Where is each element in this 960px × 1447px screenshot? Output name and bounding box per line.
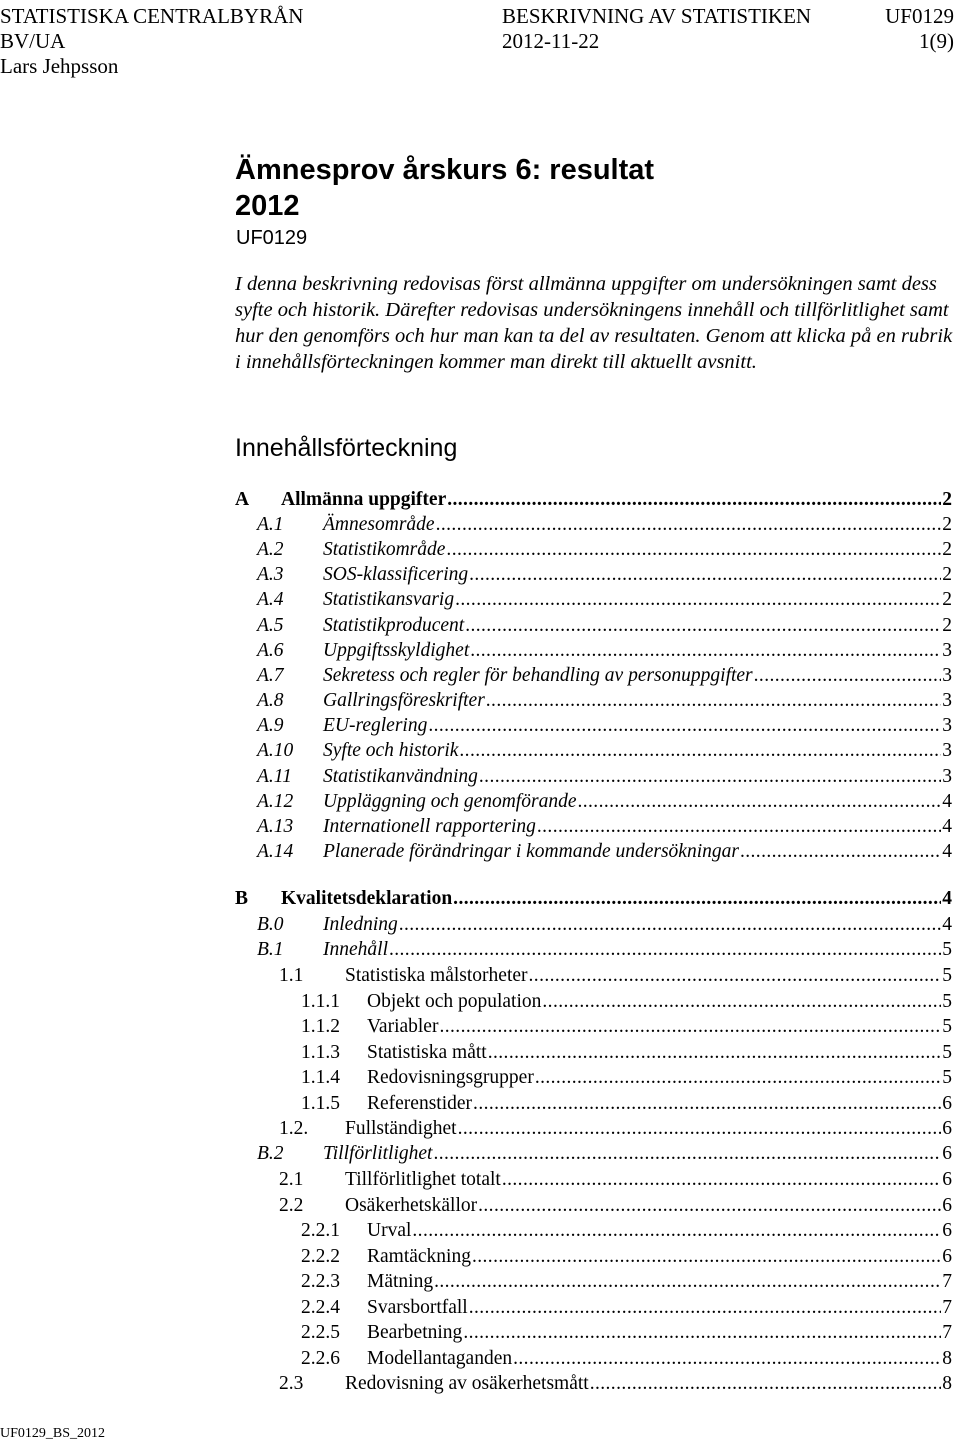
toc-entry-number: B.2 — [257, 1143, 284, 1164]
header-org: STATISTISKA CENTRALBYRÅN — [0, 4, 304, 28]
dot-leader — [542, 990, 941, 1014]
dot-leader — [469, 563, 941, 587]
toc-entry-label: Mätning — [367, 1271, 434, 1292]
dot-leader — [502, 1168, 941, 1192]
toc-entry-number: 2.3 — [279, 1373, 304, 1394]
toc-entry-number: 2.2.3 — [301, 1271, 340, 1292]
toc-entry-page: 7 — [942, 1271, 952, 1292]
dot-leader — [590, 1372, 942, 1396]
toc-entry-number: 1.1.1 — [301, 991, 340, 1012]
toc-entry-label: Statistiska mått — [367, 1042, 487, 1063]
toc-entry-number: 1.1.4 — [301, 1067, 340, 1088]
dot-leader — [535, 1066, 941, 1090]
toc-entry[interactable] — [257, 1142, 952, 1166]
toc-entry-page: 2 — [942, 589, 952, 610]
toc-entry[interactable] — [257, 664, 952, 688]
toc-entry-label: Uppgiftsskyldighet — [323, 640, 470, 661]
toc-entry-page: 5 — [942, 1067, 952, 1088]
toc-entry-number: 2.2.4 — [301, 1297, 340, 1318]
dot-leader — [470, 639, 941, 663]
toc-entry-label: Uppläggning och genomförande — [323, 791, 577, 812]
statistics-code: UF0129 — [236, 227, 308, 249]
dot-leader — [488, 1041, 942, 1065]
dot-leader — [754, 664, 942, 688]
toc-entry[interactable] — [301, 1092, 952, 1116]
toc-entry-page: 6 — [942, 1169, 952, 1190]
toc-entry-label: Allmänna uppgifter — [281, 489, 447, 510]
toc-entry[interactable] — [301, 1270, 952, 1294]
dot-leader — [428, 714, 941, 738]
toc-entry[interactable] — [279, 1117, 952, 1141]
toc-entry-page: 2 — [942, 615, 952, 636]
header-unit: BV/UA — [0, 29, 66, 53]
dot-leader — [479, 765, 941, 789]
toc-entry-label: Redovisning av osäkerhetsmått — [345, 1373, 589, 1394]
toc-entry-number: A.7 — [257, 665, 284, 686]
dot-leader — [455, 588, 941, 612]
dot-leader — [478, 1194, 941, 1218]
toc-entry-page: 7 — [942, 1297, 952, 1318]
toc-entry-label: Statistiska målstorheter — [345, 965, 528, 986]
dot-leader — [465, 614, 941, 638]
toc-entry[interactable] — [301, 1219, 952, 1243]
toc-entry-page: 3 — [942, 690, 952, 711]
toc-entry-number: A.6 — [257, 640, 284, 661]
toc-entry-label: Innehåll — [323, 939, 388, 960]
toc-entry-page: 4 — [942, 914, 952, 935]
toc-entry-label: Redovisningsgrupper — [367, 1067, 534, 1088]
toc-entry[interactable] — [235, 488, 952, 512]
toc-entry-number: B — [235, 888, 249, 909]
toc-entry-label: Syfte och historik — [323, 740, 459, 761]
dot-leader — [472, 1245, 941, 1269]
footer-file-code: UF0129_BS_2012 — [0, 1426, 106, 1441]
toc-entry-page: 6 — [942, 1246, 952, 1267]
toc-entry-page: 4 — [942, 841, 952, 862]
toc-entry-page: 8 — [942, 1373, 952, 1394]
page-title-year: 2012 — [235, 190, 300, 222]
header-page-count: 1(9) — [919, 29, 954, 53]
toc-entry[interactable] — [257, 689, 952, 713]
header-date: 2012-11-22 — [502, 29, 600, 53]
toc-entry-label: Svarsbortfall — [367, 1297, 468, 1318]
dot-leader — [447, 488, 941, 512]
toc-entry[interactable] — [301, 1245, 952, 1269]
toc-entry[interactable] — [257, 790, 952, 814]
dot-leader — [458, 1117, 942, 1141]
dot-leader — [446, 538, 941, 562]
toc-entry[interactable] — [235, 887, 952, 911]
toc-entry-label: Urval — [367, 1220, 412, 1241]
toc-entry-page: 5 — [942, 939, 952, 960]
toc-entry-label: Referenstider — [367, 1093, 473, 1114]
toc-entry-label: Planerade förändringar i kommande undersökningar — [323, 841, 739, 862]
toc-entry-number: A.12 — [257, 791, 294, 812]
toc-entry[interactable] — [257, 513, 952, 537]
toc-entry-number: 1.1.5 — [301, 1093, 340, 1114]
toc-entry[interactable] — [257, 588, 952, 612]
toc-entry-page: 5 — [942, 991, 952, 1012]
dot-leader — [453, 887, 941, 911]
toc-entry-label: Sekretess och regler för behandling av personuppgifter — [323, 665, 753, 686]
toc-entry-label: Osäkerhetskällor — [345, 1195, 478, 1216]
toc-entry-label: Modellantaganden — [367, 1348, 513, 1369]
dot-leader — [399, 913, 942, 937]
toc-entry-page: 5 — [942, 965, 952, 986]
toc-entry-number: 1.1 — [279, 965, 304, 986]
toc-entry[interactable] — [257, 938, 952, 962]
toc-entry-number: A.4 — [257, 589, 284, 610]
toc-entry-page: 6 — [942, 1220, 952, 1241]
toc-entry-page: 4 — [942, 816, 952, 837]
toc-entry-number: A.3 — [257, 564, 284, 585]
dot-leader — [389, 938, 941, 962]
toc-entry-number: A.13 — [257, 816, 294, 837]
dot-leader — [433, 1142, 941, 1166]
toc-entry[interactable] — [301, 1347, 952, 1371]
toc-entry-number: 2.2.5 — [301, 1322, 340, 1343]
toc-entry-number: A.1 — [257, 514, 284, 535]
toc-entry-label: Ramtäckning — [367, 1246, 471, 1267]
toc-entry-page: 4 — [942, 791, 952, 812]
toc-entry-page: 6 — [942, 1143, 952, 1164]
toc-entry-number: 2.2.6 — [301, 1348, 340, 1369]
toc-entry[interactable] — [301, 1015, 952, 1039]
dot-leader — [577, 790, 941, 814]
toc-entry-number: A — [235, 489, 250, 510]
dot-leader — [537, 815, 941, 839]
toc-entry-label: Statistikansvarig — [323, 589, 455, 610]
toc-entry-label: Internationell rapportering — [323, 816, 536, 837]
toc-entry-number: 2.2 — [279, 1195, 304, 1216]
toc-entry[interactable] — [257, 614, 952, 638]
toc-entry[interactable] — [257, 739, 952, 763]
toc-entry-number: B.0 — [257, 914, 284, 935]
toc-entry-number: A.11 — [257, 766, 292, 787]
toc-entry-number: 1.1.3 — [301, 1042, 340, 1063]
toc-entry-label: Statistikområde — [323, 539, 446, 560]
dot-leader — [473, 1092, 941, 1116]
page-title: Ämnesprov årskurs 6: resultat — [235, 154, 655, 186]
toc-entry-number: 1.2. — [279, 1118, 309, 1139]
toc-entry-number: B.1 — [257, 939, 284, 960]
header-doc-type: BESKRIVNING AV STATISTIKEN — [502, 4, 812, 28]
toc-entry-label: Statistikproducent — [323, 615, 465, 636]
toc-entry[interactable] — [301, 1041, 952, 1065]
toc-entry-page: 3 — [942, 665, 952, 686]
toc-entry-page: 8 — [942, 1348, 952, 1369]
dot-leader — [469, 1296, 942, 1320]
toc-entry[interactable] — [257, 714, 952, 738]
toc-entry-label: Fullständighet — [345, 1118, 457, 1139]
toc-entry[interactable] — [279, 1372, 952, 1396]
toc-entry[interactable] — [279, 1194, 952, 1218]
toc-entry-label: Tillförlitlighet — [323, 1143, 433, 1164]
toc-entry[interactable] — [257, 815, 952, 839]
toc-entry-number: 2.2.2 — [301, 1246, 340, 1267]
header-doc-code: UF0129 — [885, 4, 954, 28]
toc-entry[interactable] — [257, 840, 952, 864]
toc-entry-label: Variabler — [367, 1016, 439, 1037]
dot-leader — [529, 964, 942, 988]
toc-entry-page: 5 — [942, 1016, 952, 1037]
toc-entry-page: 2 — [942, 489, 952, 510]
toc-entry-number: A.9 — [257, 715, 284, 736]
intro-paragraph: I denna beskrivning redovisas först allmänna uppgifter om undersökningen samt dess syfte och historik. Därefter redovisas undersökningens innehåll och tillförlitlighet samt hur den genomförs och hur man kan ta del av resultaten. Genom att klicka på en rubrik i innehållsförteckningen kommer man direkt till aktuellt avsnitt. — [235, 273, 953, 373]
toc-heading: Innehållsförteckning — [235, 434, 458, 462]
toc-entry[interactable] — [257, 765, 952, 789]
toc-entry[interactable] — [301, 1066, 952, 1090]
toc-entry[interactable] — [257, 563, 952, 587]
toc-entry-number: A.2 — [257, 539, 284, 560]
toc-entry-label: Kvalitetsdeklaration — [281, 888, 453, 909]
dot-leader — [459, 739, 941, 763]
toc-entry-page: 6 — [942, 1093, 952, 1114]
toc-entry-page: 5 — [942, 1042, 952, 1063]
toc-entry-number: 2.1 — [279, 1169, 304, 1190]
toc-entry-label: EU-reglering — [323, 715, 428, 736]
dot-leader — [439, 1015, 941, 1039]
toc-entry[interactable] — [301, 1321, 952, 1345]
toc-entry-label: Objekt och population — [367, 991, 542, 1012]
dot-leader — [513, 1347, 941, 1371]
toc-entry-number: A.14 — [257, 841, 294, 862]
toc-entry-label: SOS-klassificering — [323, 564, 469, 585]
dot-leader — [434, 1270, 941, 1294]
toc-entry[interactable] — [257, 913, 952, 937]
toc-entry-number: A.5 — [257, 615, 284, 636]
toc-entry[interactable] — [301, 1296, 952, 1320]
toc-entry-label: Ämnesområde — [323, 514, 435, 535]
toc-entry-number: 2.2.1 — [301, 1220, 340, 1241]
toc-entry-page: 3 — [942, 766, 952, 787]
toc-entry-page: 3 — [942, 715, 952, 736]
toc-entry-label: Tillförlitlighet totalt — [345, 1169, 501, 1190]
header-author: Lars Jehpsson — [0, 54, 119, 78]
toc-entry-label: Bearbetning — [367, 1322, 463, 1343]
toc-entry-number: 1.1.2 — [301, 1016, 340, 1037]
toc-entry-page: 2 — [942, 514, 952, 535]
toc-entry-page: 4 — [942, 888, 952, 909]
dot-leader — [412, 1219, 941, 1243]
toc-entry[interactable] — [257, 538, 952, 562]
dot-leader — [740, 840, 941, 864]
toc-entry-page: 6 — [942, 1195, 952, 1216]
dot-leader — [486, 689, 941, 713]
toc-entry-page: 2 — [942, 539, 952, 560]
toc-entry-page: 2 — [942, 564, 952, 585]
toc-entry-page: 3 — [942, 640, 952, 661]
toc-entry-number: A.8 — [257, 690, 284, 711]
toc-entry-label: Inledning — [323, 914, 398, 935]
dot-leader — [436, 513, 942, 537]
toc-entry[interactable] — [279, 1168, 952, 1192]
toc-entry[interactable] — [301, 990, 952, 1014]
toc-entry-number: A.10 — [257, 740, 294, 761]
dot-leader — [463, 1321, 941, 1345]
toc-entry-page: 7 — [942, 1322, 952, 1343]
toc-entry-page: 3 — [942, 740, 952, 761]
toc-entry-page: 6 — [942, 1118, 952, 1139]
toc-entry[interactable] — [279, 964, 952, 988]
toc-entry-label: Gallringsföreskrifter — [323, 690, 485, 711]
toc-entry-label: Statistikanvändning — [323, 766, 478, 787]
toc-entry[interactable] — [257, 639, 952, 663]
